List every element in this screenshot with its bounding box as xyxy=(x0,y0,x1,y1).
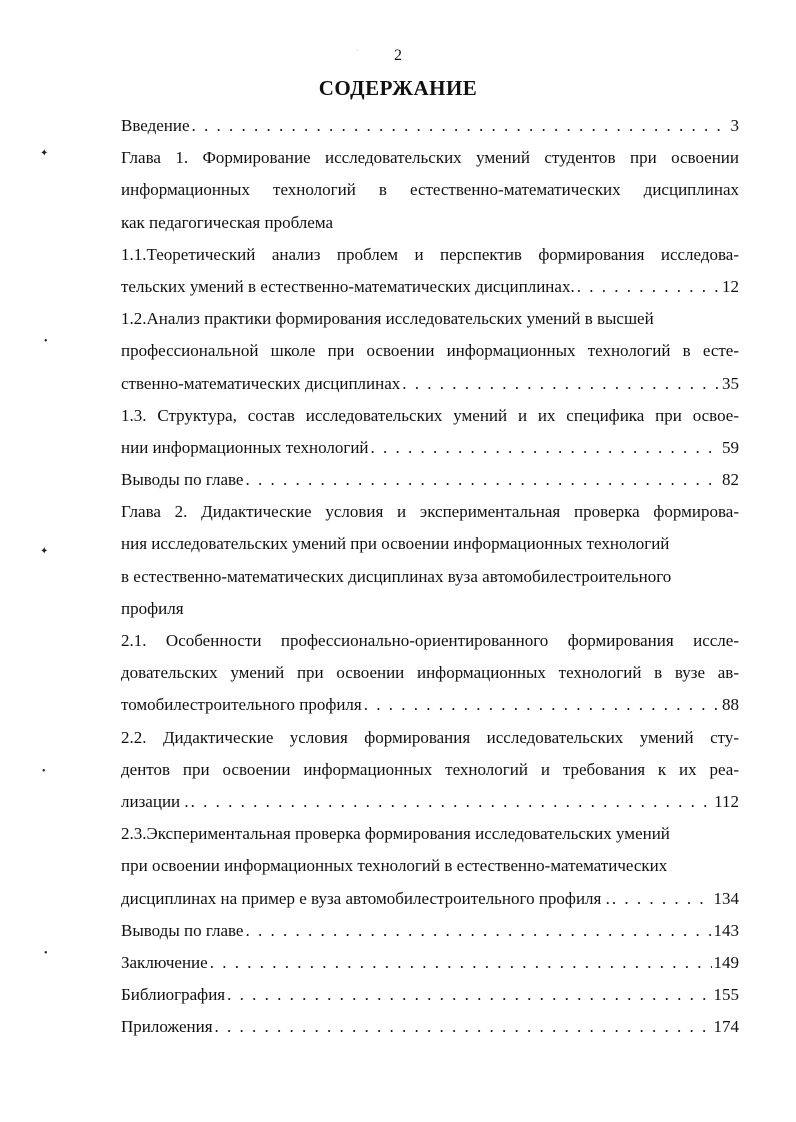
toc-entry-line: в естественно-математических дисциплинах вуза автомобилестроительного xyxy=(121,566,672,586)
table-of-contents xyxy=(121,110,739,1043)
toc-entry-section-2-3[interactable] xyxy=(121,818,739,915)
toc-entry-label: Библиография xyxy=(121,985,226,1005)
toc-page-number: 112 xyxy=(714,791,739,811)
margin-mark-icon: ✦ xyxy=(40,546,49,557)
toc-leader-dots xyxy=(371,432,720,464)
toc-entry-label: Выводы по главе xyxy=(121,470,244,490)
toc-leader-dots xyxy=(191,786,712,818)
toc-entry-appendices[interactable] xyxy=(121,1011,739,1043)
toc-entry-label: Введение xyxy=(121,116,190,135)
toc-page-number: 12 xyxy=(722,276,739,296)
margin-mark-icon: • xyxy=(44,336,48,347)
toc-leader-dots xyxy=(364,689,720,721)
toc-entry-section-1-1[interactable] xyxy=(121,239,739,303)
toc-leader-dots xyxy=(192,110,729,142)
toc-page-number: 35 xyxy=(722,373,739,393)
toc-leader-dots xyxy=(612,883,712,915)
toc-entry-line: Глава 2. Дидактические условия и экспериментальная проверка формирова- xyxy=(121,502,739,522)
scan-speck-icon: · xyxy=(356,48,358,54)
toc-entry-label: Заключение xyxy=(121,952,208,972)
toc-entry-section-2-2[interactable] xyxy=(121,722,739,819)
toc-entry-introduction[interactable] xyxy=(121,110,739,142)
toc-entry-line: профессиональной школе при освоении информационных технологий в есте- xyxy=(121,341,739,361)
toc-entry-line: лизации . xyxy=(121,791,189,811)
toc-entry-line: дентов при освоении информационных технологий и требования к их реа- xyxy=(121,759,739,779)
toc-entry-line: информационных технологий в естественно-математических дисциплинах xyxy=(121,180,739,200)
toc-entry-chapter-1[interactable] xyxy=(121,142,739,239)
page-title: СОДЕРЖАНИЕ xyxy=(318,76,478,100)
toc-entry-line: довательских умений при освоении информационных технологий в вузе ав- xyxy=(121,663,739,683)
toc-entry-section-1-3[interactable] xyxy=(121,400,739,464)
toc-entry-line: 1.2.Анализ практики формирования исследовательских умений в высшей xyxy=(121,309,654,329)
toc-entry-section-1-2[interactable] xyxy=(121,303,739,400)
toc-page-number: 143 xyxy=(713,920,739,940)
toc-page-number: 174 xyxy=(713,1017,739,1037)
toc-leader-dots xyxy=(210,947,712,979)
toc-entry-label: Выводы по главе xyxy=(121,920,244,940)
toc-leader-dots xyxy=(227,979,711,1011)
toc-entry-line: 1.1.Теоретический анализ проблем и перспектив формирования исследова- xyxy=(121,244,739,264)
toc-entry-line: ния исследовательских умений при освоении информационных технологий xyxy=(121,534,670,554)
toc-entry-line: Глава 1. Формирование исследовательских умений студентов при освоении xyxy=(121,148,739,168)
toc-entry-label: Приложения xyxy=(121,1017,213,1037)
toc-entry-bibliography[interactable] xyxy=(121,979,739,1011)
toc-leader-dots xyxy=(402,368,720,400)
toc-entry-section-2-1[interactable] xyxy=(121,625,739,722)
toc-entry-line: 1.3. Структура, состав исследовательских умений и их специфика при освое- xyxy=(121,405,739,425)
toc-entry-line: как педагогическая проблема xyxy=(121,212,334,232)
toc-entry-line: томобилестроительного профиля xyxy=(121,695,362,715)
toc-entry-chapter-2-conclusions[interactable] xyxy=(121,915,739,947)
toc-page-number: 155 xyxy=(713,985,739,1005)
toc-page-number: 134 xyxy=(713,888,739,908)
toc-page-number: 88 xyxy=(722,695,739,715)
toc-leader-dots xyxy=(215,1011,712,1043)
toc-leader-dots xyxy=(245,915,711,947)
toc-entry-chapter-1-conclusions[interactable] xyxy=(121,464,739,496)
toc-page-number: 59 xyxy=(722,437,739,457)
toc-page-number: 3 xyxy=(730,116,739,135)
toc-entry-line: ственно-математических дисциплинах xyxy=(121,373,401,393)
toc-entry-line: 2.3.Экспериментальная проверка формирования исследовательских умений xyxy=(121,824,670,844)
toc-page-number: 149 xyxy=(713,952,739,972)
toc-entry-chapter-2[interactable] xyxy=(121,496,739,625)
margin-mark-icon: • xyxy=(42,766,46,777)
margin-mark-icon: • xyxy=(44,948,48,959)
toc-entry-line: дисциплинах на пример е вуза автомобилестроительного профиля . xyxy=(121,888,610,908)
margin-mark-icon: ✦ xyxy=(40,148,49,159)
toc-page-number: 82 xyxy=(722,470,739,490)
toc-entry-line: 2.2. Дидактические условия формирования исследовательских умений сту- xyxy=(121,727,739,747)
toc-entry-conclusion[interactable] xyxy=(121,947,739,979)
toc-entry-line: нии информационных технологий xyxy=(121,437,369,457)
toc-entry-line: тельских умений в естественно-математических дисциплинах. xyxy=(121,276,575,296)
toc-entry-line: профиля xyxy=(121,598,184,618)
toc-entry-line: 2.1. Особенности профессионально-ориентированного формирования иссле- xyxy=(121,631,739,650)
page-number: 2 xyxy=(394,47,402,64)
toc-leader-dots xyxy=(577,271,720,303)
toc-entry-line: при освоении информационных технологий в естественно-математических xyxy=(121,856,668,876)
toc-leader-dots xyxy=(245,464,720,496)
